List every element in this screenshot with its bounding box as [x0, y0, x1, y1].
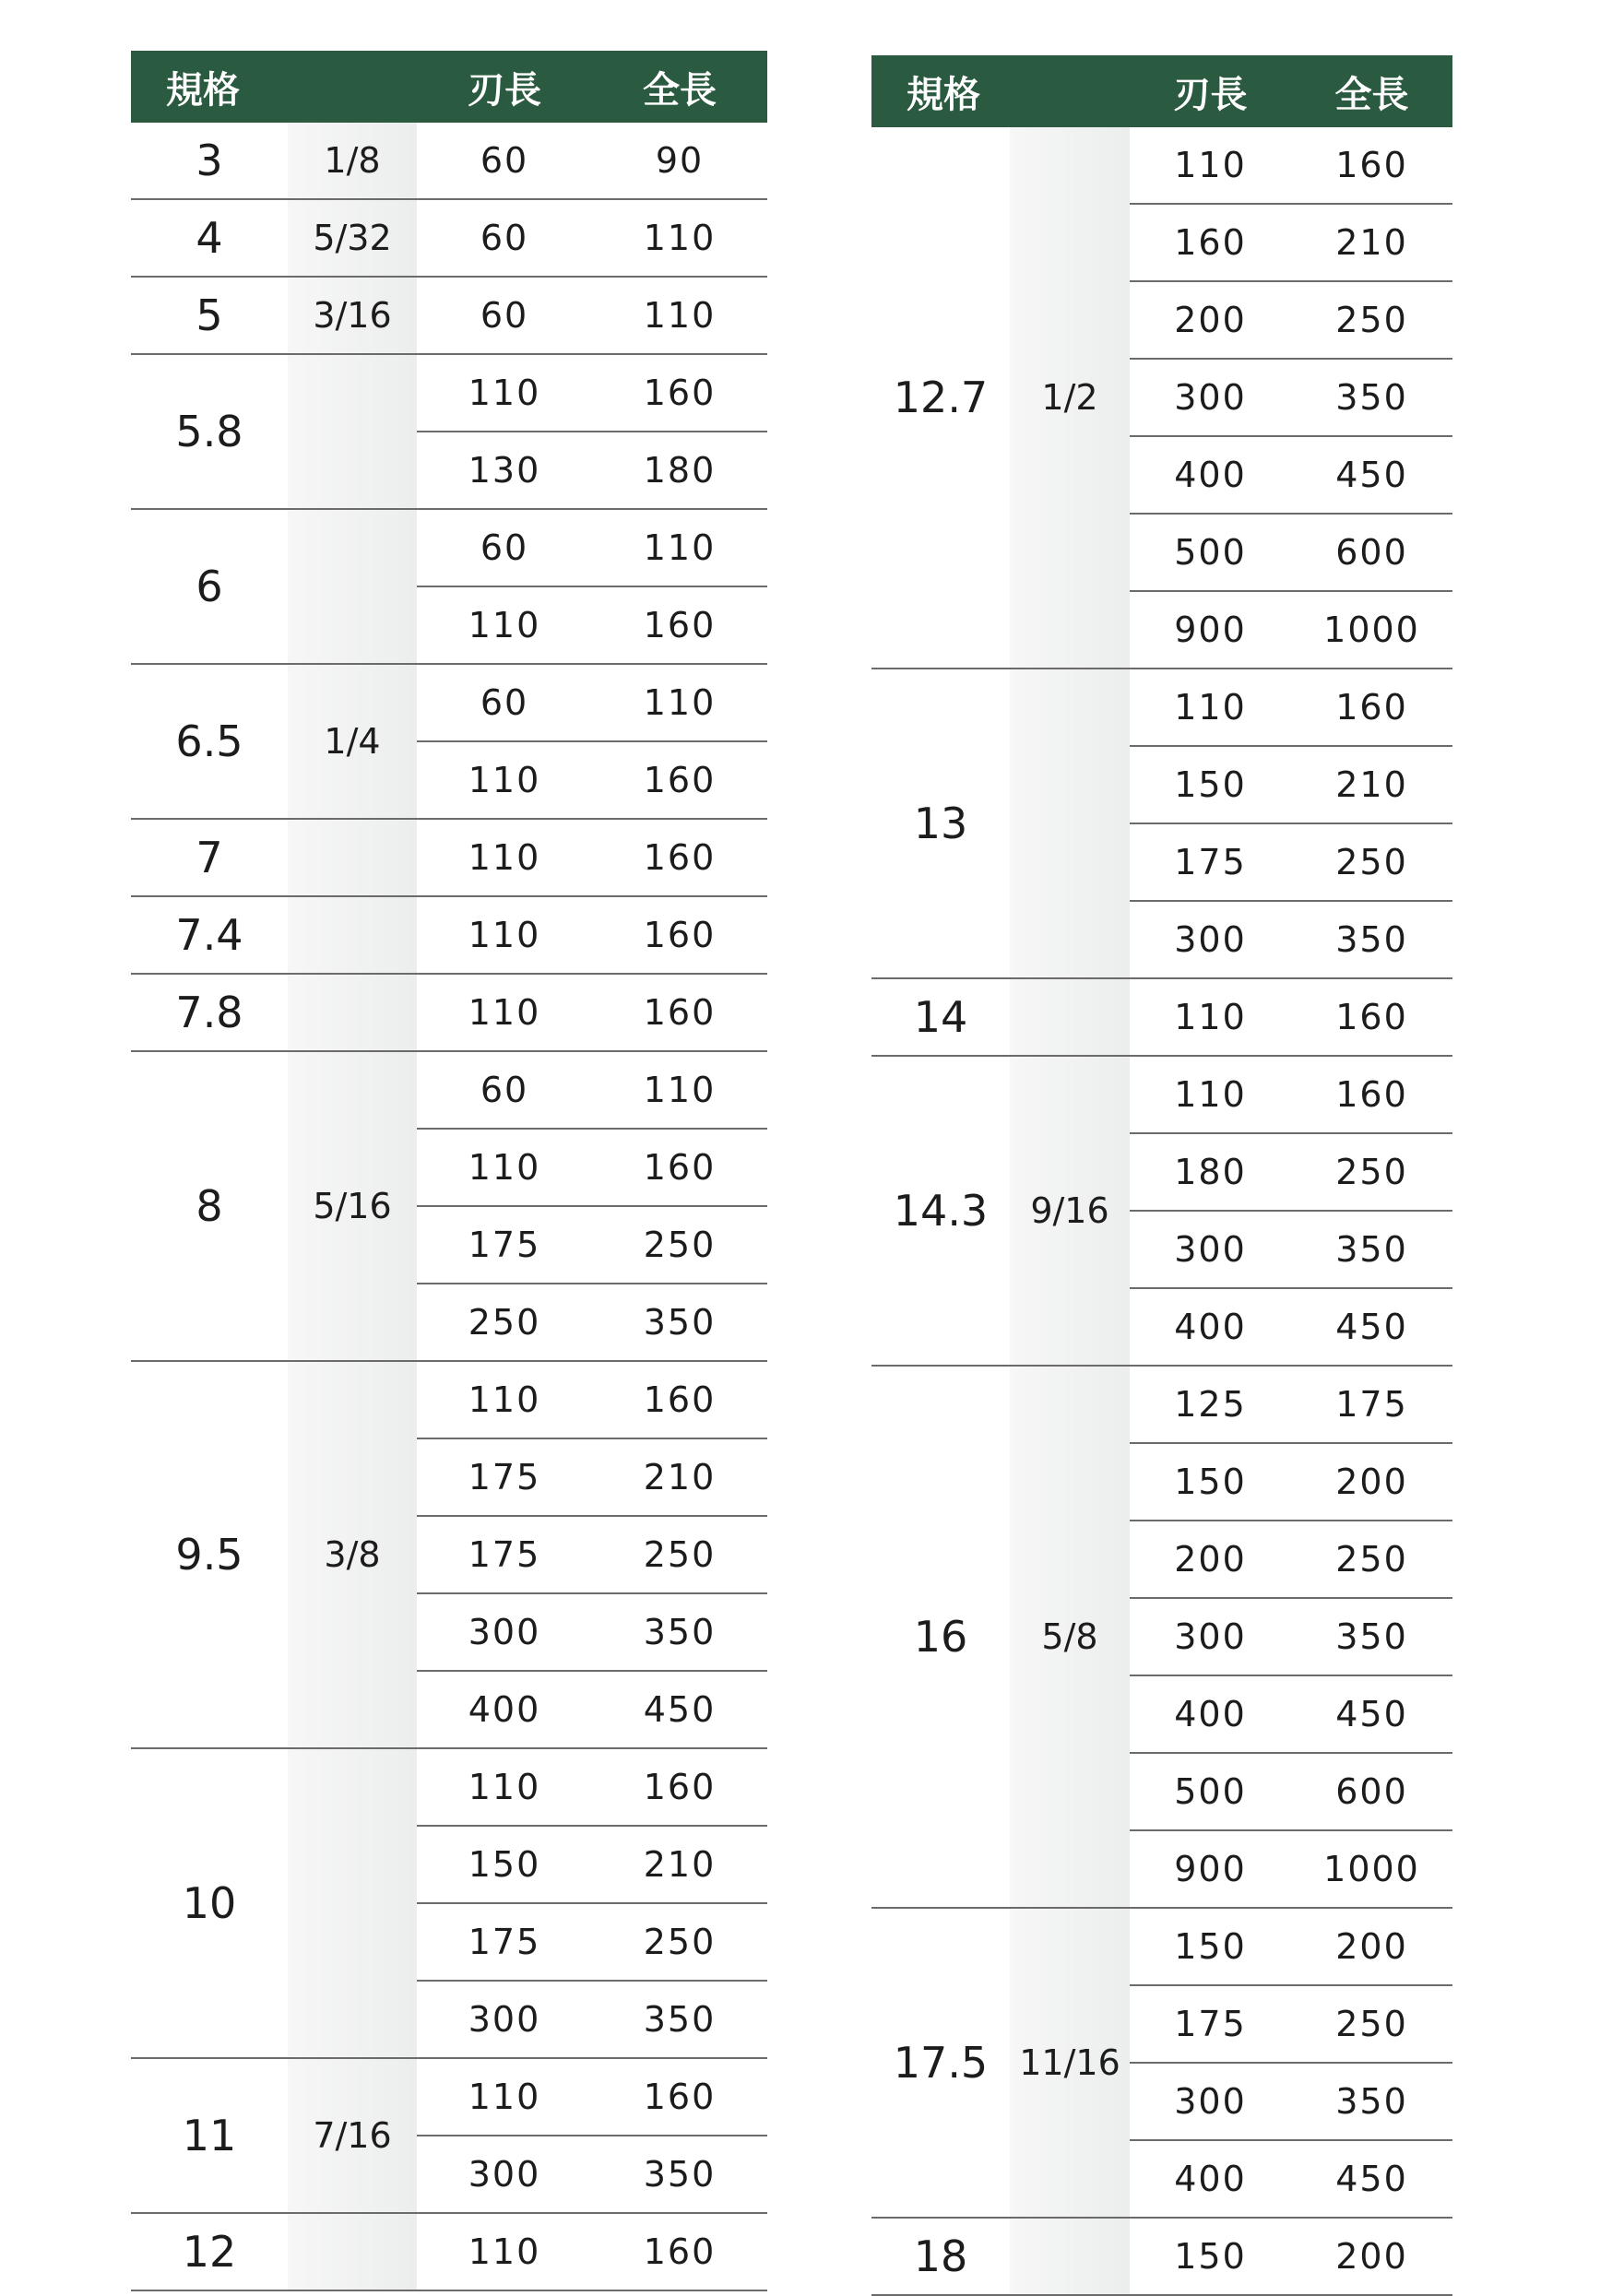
total-length-cell: 450	[592, 1671, 767, 1748]
blade-length-cell: 175	[417, 1516, 592, 1593]
size-cell: 5.8	[131, 354, 288, 509]
table-row	[131, 277, 767, 354]
size-cell: 13	[871, 669, 1010, 978]
header-total-length: 全長	[1291, 55, 1452, 127]
total-length-cell: 1000	[1291, 1830, 1452, 1908]
total-length-cell: 600	[1291, 1753, 1452, 1830]
total-length-cell: 250	[592, 1516, 767, 1593]
header-size: 規格	[871, 55, 1130, 127]
total-length-cell: 160	[1291, 669, 1452, 746]
total-length-cell: 110	[592, 1051, 767, 1129]
size-cell: 9.5	[131, 1361, 288, 1748]
total-length-cell: 110	[592, 664, 767, 741]
blade-length-cell: 175	[1130, 1985, 1291, 2063]
total-length-cell: 250	[1291, 1133, 1452, 1211]
blade-length-cell: 300	[1130, 359, 1291, 436]
table-body-right	[871, 127, 1452, 2295]
size-cell: 18	[871, 2218, 1010, 2295]
total-length-cell: 160	[592, 819, 767, 896]
total-length-cell: 160	[1291, 1056, 1452, 1133]
inch-cell: 9/16	[1010, 1056, 1130, 1366]
blade-length-cell: 200	[1130, 1521, 1291, 1598]
total-length-cell: 210	[1291, 746, 1452, 823]
inch-cell: 3/16	[288, 277, 417, 354]
total-length-cell: 350	[1291, 2063, 1452, 2140]
blade-length-cell: 160	[1130, 204, 1291, 281]
blade-length-cell: 150	[1130, 2218, 1291, 2295]
inch-cell: 1/2	[1010, 127, 1130, 669]
table-row	[871, 978, 1452, 1056]
total-length-cell: 600	[1291, 514, 1452, 591]
table-row	[131, 896, 767, 974]
inch-cell	[1010, 669, 1130, 978]
size-cell: 14	[871, 978, 1010, 1056]
blade-length-cell: 110	[1130, 1056, 1291, 1133]
total-length-cell: 160	[592, 1361, 767, 1438]
total-length-cell: 160	[1291, 127, 1452, 204]
header-total-length: 全長	[592, 51, 767, 123]
inch-cell	[288, 819, 417, 896]
size-cell: 6	[131, 509, 288, 664]
header-size: 規格	[131, 51, 417, 123]
blade-length-cell: 110	[417, 1129, 592, 1206]
total-length-cell: 160	[592, 974, 767, 1051]
blade-length-cell: 175	[417, 1903, 592, 1981]
blade-length-cell: 60	[417, 277, 592, 354]
blade-length-cell: 900	[1130, 591, 1291, 669]
table-row	[131, 509, 767, 586]
blade-length-cell: 500	[1130, 1753, 1291, 1830]
inch-cell	[288, 509, 417, 664]
table-row	[131, 974, 767, 1051]
inch-cell	[288, 896, 417, 974]
blade-length-cell: 110	[417, 354, 592, 432]
total-length-cell: 350	[1291, 1598, 1452, 1675]
total-length-cell: 350	[592, 2136, 767, 2213]
size-cell: 5	[131, 277, 288, 354]
blade-length-cell: 110	[417, 2058, 592, 2136]
blade-length-cell: 60	[417, 509, 592, 586]
total-length-cell: 210	[1291, 204, 1452, 281]
blade-length-cell: 150	[1130, 1443, 1291, 1521]
total-length-cell: 250	[1291, 1985, 1452, 2063]
blade-length-cell: 300	[417, 1981, 592, 2058]
blade-length-cell: 300	[1130, 901, 1291, 978]
blade-length-cell: 400	[1130, 1675, 1291, 1753]
inch-cell: 5/8	[1010, 1366, 1130, 1908]
blade-length-cell: 150	[417, 1826, 592, 1903]
total-length-cell: 250	[1291, 1521, 1452, 1598]
table-header-row	[131, 51, 767, 123]
inch-cell: 7/16	[288, 2058, 417, 2213]
blade-length-cell: 110	[417, 819, 592, 896]
size-cell: 16	[871, 1366, 1010, 1908]
total-length-cell: 110	[592, 199, 767, 277]
inch-cell: 1/4	[288, 664, 417, 819]
total-length-cell: 160	[592, 896, 767, 974]
total-length-cell: 110	[592, 277, 767, 354]
size-cell: 12.7	[871, 127, 1010, 669]
table-row	[131, 123, 767, 199]
total-length-cell: 160	[592, 741, 767, 819]
size-cell: 10	[131, 1748, 288, 2058]
size-cell: 12	[131, 2213, 288, 2290]
total-length-cell: 1000	[1291, 591, 1452, 669]
table-row	[871, 1908, 1452, 1985]
total-length-cell: 160	[1291, 978, 1452, 1056]
inch-cell: 11/16	[1010, 1908, 1130, 2218]
blade-length-cell: 110	[417, 1361, 592, 1438]
total-length-cell: 160	[592, 1748, 767, 1826]
size-cell: 6.5	[131, 664, 288, 819]
table-row	[131, 1051, 767, 1129]
table-row	[871, 1366, 1452, 1443]
total-length-cell: 350	[1291, 901, 1452, 978]
spec-table-left	[131, 51, 767, 2291]
size-cell: 7.8	[131, 974, 288, 1051]
blade-length-cell: 110	[1130, 978, 1291, 1056]
blade-length-cell: 60	[417, 199, 592, 277]
table-row	[131, 2213, 767, 2290]
size-cell: 3	[131, 123, 288, 199]
inch-cell	[288, 2213, 417, 2290]
blade-length-cell: 110	[417, 741, 592, 819]
total-length-cell: 200	[1291, 1908, 1452, 1985]
blade-length-cell: 110	[417, 896, 592, 974]
inch-cell	[1010, 2218, 1130, 2295]
total-length-cell: 210	[592, 1826, 767, 1903]
inch-cell: 3/8	[288, 1361, 417, 1748]
total-length-cell: 160	[592, 1129, 767, 1206]
inch-cell	[288, 354, 417, 509]
blade-length-cell: 60	[417, 123, 592, 199]
inch-cell: 1/8	[288, 123, 417, 199]
table-row	[871, 669, 1452, 746]
blade-length-cell: 110	[417, 974, 592, 1051]
total-length-cell: 200	[1291, 2218, 1452, 2295]
blade-length-cell: 300	[417, 1593, 592, 1671]
inch-cell	[288, 974, 417, 1051]
blade-length-cell: 130	[417, 432, 592, 509]
total-length-cell: 210	[592, 1438, 767, 1516]
blade-length-cell: 110	[417, 2213, 592, 2290]
total-length-cell: 250	[1291, 281, 1452, 359]
blade-length-cell: 900	[1130, 1830, 1291, 1908]
blade-length-cell: 175	[417, 1438, 592, 1516]
table-row	[871, 2218, 1452, 2295]
total-length-cell: 160	[592, 586, 767, 664]
total-length-cell: 350	[592, 1284, 767, 1361]
table-row	[131, 664, 767, 741]
blade-length-cell: 110	[1130, 127, 1291, 204]
total-length-cell: 160	[592, 2058, 767, 2136]
table-row	[871, 1056, 1452, 1133]
total-length-cell: 110	[592, 509, 767, 586]
total-length-cell: 200	[1291, 1443, 1452, 1521]
blade-length-cell: 250	[417, 1284, 592, 1361]
total-length-cell: 350	[1291, 359, 1452, 436]
header-blade-length: 刃長	[417, 51, 592, 123]
size-cell: 8	[131, 1051, 288, 1361]
blade-length-cell: 175	[1130, 823, 1291, 901]
blade-length-cell: 400	[417, 1671, 592, 1748]
total-length-cell: 450	[1291, 2140, 1452, 2218]
table-row	[131, 199, 767, 277]
table-body-left	[131, 123, 767, 2290]
total-length-cell: 350	[1291, 1211, 1452, 1288]
inch-cell: 5/16	[288, 1051, 417, 1361]
total-length-cell: 180	[592, 432, 767, 509]
blade-length-cell: 175	[417, 1206, 592, 1284]
blade-length-cell: 300	[1130, 1211, 1291, 1288]
size-cell: 7.4	[131, 896, 288, 974]
total-length-cell: 350	[592, 1593, 767, 1671]
table-row	[131, 1748, 767, 1826]
blade-length-cell: 110	[417, 586, 592, 664]
blade-length-cell: 500	[1130, 514, 1291, 591]
total-length-cell: 160	[592, 354, 767, 432]
size-cell: 7	[131, 819, 288, 896]
total-length-cell: 450	[1291, 436, 1452, 514]
blade-length-cell: 180	[1130, 1133, 1291, 1211]
inch-cell	[1010, 978, 1130, 1056]
blade-length-cell: 300	[1130, 1598, 1291, 1675]
table-row	[871, 127, 1452, 204]
table-row	[131, 819, 767, 896]
total-length-cell: 350	[592, 1981, 767, 2058]
size-cell: 17.5	[871, 1908, 1010, 2218]
total-length-cell: 160	[592, 2213, 767, 2290]
total-length-cell: 450	[1291, 1288, 1452, 1366]
blade-length-cell: 400	[1130, 1288, 1291, 1366]
total-length-cell: 175	[1291, 1366, 1452, 1443]
blade-length-cell: 400	[1130, 436, 1291, 514]
size-cell: 14.3	[871, 1056, 1010, 1366]
spec-table-right	[871, 55, 1452, 2296]
header-blade-length: 刃長	[1130, 55, 1291, 127]
total-length-cell: 250	[1291, 823, 1452, 901]
blade-length-cell: 200	[1130, 281, 1291, 359]
table-header-row	[871, 55, 1452, 127]
total-length-cell: 450	[1291, 1675, 1452, 1753]
size-cell: 11	[131, 2058, 288, 2213]
blade-length-cell: 110	[417, 1748, 592, 1826]
table-row	[131, 1361, 767, 1438]
blade-length-cell: 110	[1130, 669, 1291, 746]
blade-length-cell: 300	[1130, 2063, 1291, 2140]
blade-length-cell: 60	[417, 1051, 592, 1129]
blade-length-cell: 60	[417, 664, 592, 741]
inch-cell	[288, 1748, 417, 2058]
blade-length-cell: 400	[1130, 2140, 1291, 2218]
total-length-cell: 250	[592, 1206, 767, 1284]
table-row	[131, 354, 767, 432]
table-row	[131, 2058, 767, 2136]
blade-length-cell: 125	[1130, 1366, 1291, 1443]
inch-cell: 5/32	[288, 199, 417, 277]
blade-length-cell: 300	[417, 2136, 592, 2213]
blade-length-cell: 150	[1130, 746, 1291, 823]
blade-length-cell: 150	[1130, 1908, 1291, 1985]
total-length-cell: 90	[592, 123, 767, 199]
total-length-cell: 250	[592, 1903, 767, 1981]
size-cell: 4	[131, 199, 288, 277]
